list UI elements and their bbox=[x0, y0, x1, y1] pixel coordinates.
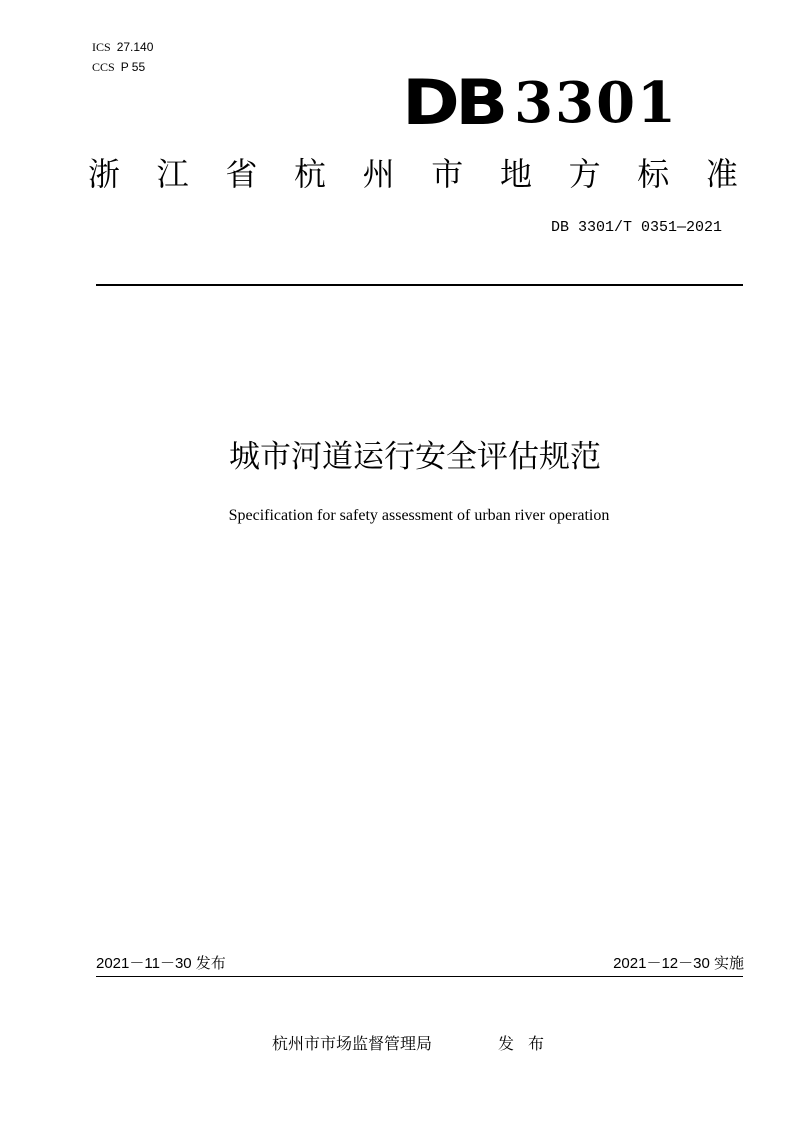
standard-type-char: 浙 bbox=[88, 155, 121, 193]
standard-type-char: 市 bbox=[431, 155, 464, 193]
standard-type-char: 标 bbox=[637, 155, 670, 193]
standard-type-char: 杭 bbox=[293, 155, 326, 193]
db-logo-code: 3301 bbox=[514, 70, 678, 136]
standard-type-char: 方 bbox=[568, 155, 601, 193]
bottom-divider bbox=[96, 976, 743, 977]
document-title-english: Specification for safety assessment of urban river operation bbox=[228, 507, 610, 524]
standard-type-char: 准 bbox=[705, 155, 738, 193]
standard-type-char: 州 bbox=[362, 155, 395, 193]
db-logo-letters: DB bbox=[402, 66, 505, 139]
standard-type-char: 地 bbox=[499, 155, 532, 193]
ccs-label: CCS bbox=[92, 60, 115, 74]
ics-label: ICS bbox=[92, 40, 111, 54]
ics-value: 27.140 bbox=[116, 40, 154, 54]
standard-type-char: 省 bbox=[225, 155, 258, 193]
top-divider bbox=[96, 284, 743, 286]
standard-type-heading bbox=[88, 152, 738, 196]
ccs-code bbox=[92, 60, 145, 74]
implementation-date: 2021－12－30 实施 bbox=[613, 955, 744, 972]
document-title-chinese: 城市河道运行安全评估规范 bbox=[229, 439, 601, 475]
ccs-value: P 55 bbox=[120, 60, 146, 74]
issue-label: 发布 bbox=[498, 1034, 559, 1053]
standard-number: DB 3301/T 0351—2021 bbox=[550, 219, 722, 236]
ics-code bbox=[92, 40, 153, 54]
db-logo bbox=[402, 66, 678, 139]
issue-date: 2021－11－30 发布 bbox=[96, 955, 226, 972]
standard-type-char: 江 bbox=[156, 155, 189, 193]
issuing-authority: 杭州市市场监督管理局 bbox=[272, 1034, 433, 1053]
